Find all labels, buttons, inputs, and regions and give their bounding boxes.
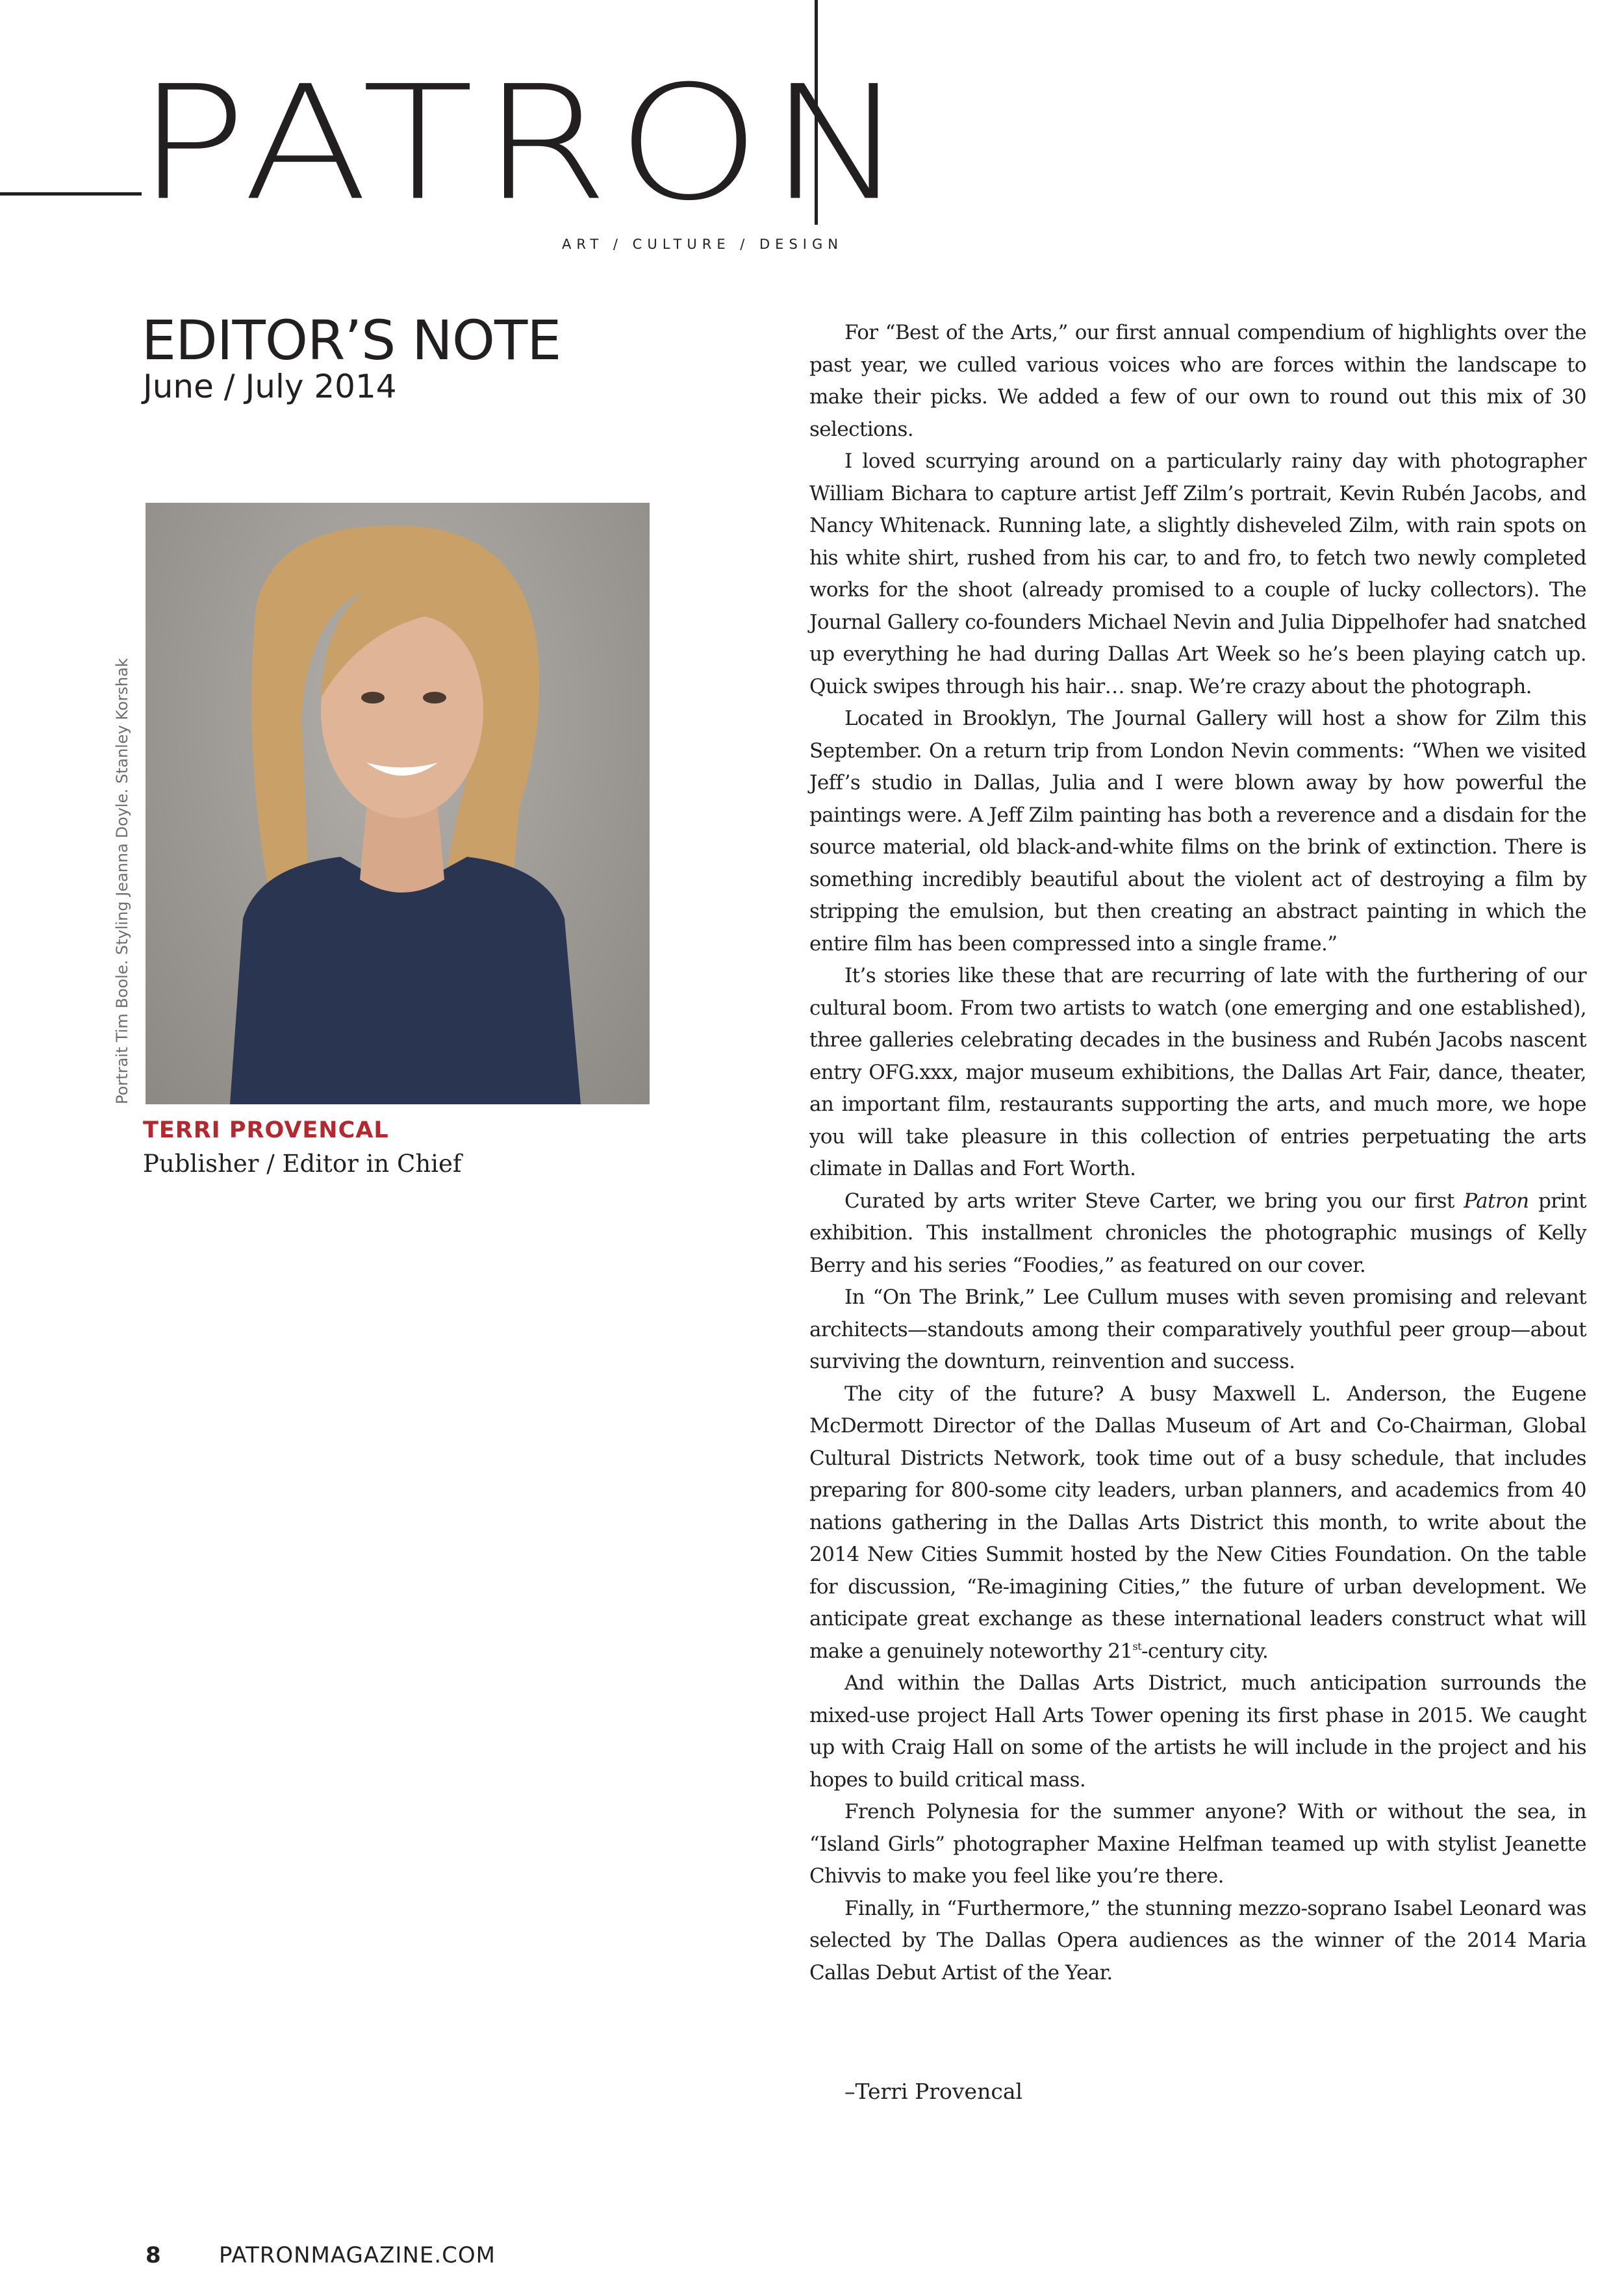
paragraph [809,1378,1586,1668]
paragraph [809,1185,1586,1282]
page-number: 8 [146,2242,161,2268]
paragraph: French Polynesia for the summer anyone? With or without the sea, in “Island Girls” photographer Maxine Helfman teamed up with stylist Jeanette Chivvis to make you feel like you’re there. [809,1800,1586,1888]
editor-portrait [146,503,650,1104]
author-name: TERRI PROVENCAL [143,1117,389,1143]
author-title: Publisher / Editor in Chief [143,1150,462,1178]
portrait-illustration [146,503,650,1104]
article-body [809,317,1586,1989]
paragraph: In “On The Brink,” Lee Cullum muses with seven promising and relevant architects—standouts among their comparatively youthful peer group—about surviving the downturn, reinvention and success. [809,1286,1586,1373]
issue-date: June / July 2014 [143,368,397,405]
paragraph-text: -century city. [1141,1639,1269,1663]
masthead-rule [0,192,142,196]
signoff: –Terri Provencal [844,2079,1023,2104]
paragraph: For “Best of the Arts,” our first annual compendium of highlights over the past year, we culled various voices who are forces within the landscape to make their picks. We added a few of our own to round out this mix of 30 selections. [809,321,1586,441]
photo-credit: Portrait Tim Boole. Styling Jeanna Doyle. Stanley Korshak [113,658,131,1104]
paragraph-text: print exhibition. This installment chronicles the photographic musings of Kelly Berry and his series “Foodies,” as featured on our cover. [809,1189,1586,1277]
masthead-tagline: ART / CULTURE / DESIGN [562,236,843,252]
footer-website: PATRONMAGAZINE.COM [219,2242,496,2268]
section-heading: EDITOR’S NOTE [142,309,561,372]
paragraph-text: Curated by arts writer Steve Carter, we bring you our first [844,1189,1464,1213]
paragraph: It’s stories like these that are recurring of late with the furthering of our cultural boom. From two artists to watch (one emerging and one established), three galleries celebrating decades in the business and Rubén Jacobs nascent entry OFG.xxx, major museum exhibitions, the Dallas Art Fair, dance, theater, an important film, restaurants supporting the arts, and much more, we hope you will take pleasure in this collection of entries perpetuating the arts climate in Dallas and Fort Worth. [809,964,1586,1180]
paragraph-text: The city of the future? A busy Maxwell L. Anderson, the Eugene McDermott Director of the Dallas Museum of Art and Co-Chairman, Global Cultural Districts Network, took time out of a busy schedule, that includes preparing for 800-some city leaders, urban planners, and academics from 40 nations gathering in the Dallas Arts District this month, to write about the 2014 New Cities Summit hosted by the New Cities Foundation. On the table for discussion, “Re-imagining Cities,” the future of urban development. We anticipate great exchange as these international leaders construct what will make a genuinely noteworthy 21 [809,1382,1586,1663]
paragraph: I loved scurrying around on a particularly rainy day with photographer William Bichara to capture artist Jeff Zilm’s portrait, Kevin Rubén Jacobs, and Nancy Whitenack. Running late, a slightly disheveled Zilm, with rain spots on his white shirt, rushed from his car, to and fro, to fetch two newly completed works for the shoot (already promised to a couple of lucky collectors). The Journal Gallery co-founders Michael Nevin and Julia Dippelhofer had snatched up everything he had during Dallas Art Week so he’s been playing catch up. Quick swipes through his hair… snap. We’re crazy about the photograph. [809,450,1586,698]
masthead-title: PATRON [136,51,914,236]
ordinal-superscript: st [1132,1640,1141,1653]
paragraph: Finally, in “Furthermore,” the stunning mezzo-soprano Isabel Leonard was selected by The Dallas Opera audiences as the winner of the 2014 Maria Callas Debut Artist of the Year. [809,1896,1586,1984]
paragraph: And within the Dallas Arts District, much anticipation surrounds the mixed-use project Hall Arts Tower opening its first phase in 2015. We caught up with Craig Hall on some of the artists he will include in the project and his hopes to build critical mass. [809,1671,1586,1792]
magazine-title-italic: Patron [1464,1189,1529,1213]
paragraph: Located in Brooklyn, The Journal Gallery will host a show for Zilm this September. On a return trip from London Nevin comments: “When we visited Jeff’s studio in Dallas, Julia and I were blown away by how powerful the paintings were. A Jeff Zilm painting has both a reverence and a disdain for the source material, old black-and-white films on the brink of extinction. There is something incredibly beautiful about the violent act of destroying a film by stripping the emulsion, but then creating an abstract painting in which the entire film has been compressed into a single frame.” [809,707,1586,956]
